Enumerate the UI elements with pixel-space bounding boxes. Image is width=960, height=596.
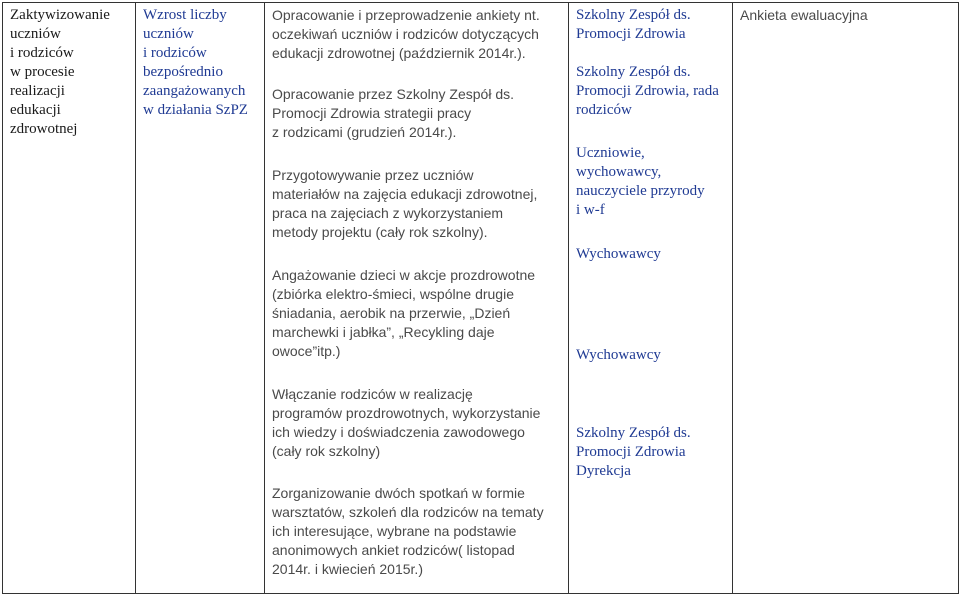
responsible-item-6: Szkolny Zespół ds. Promocji Zdrowia Dyrekcja xyxy=(576,425,691,479)
responsible-item-2: Szkolny Zespół ds. Promocji Zdrowia, rada rodziców xyxy=(576,64,719,118)
responsible-item-4: Wychowawcy xyxy=(576,246,661,262)
responsible-cell xyxy=(569,3,733,594)
activity-item-2: Opracowanie przez Szkolny Zespół ds. Promocji Zdrowia strategii pracy z rodzicami (grudzień 2014r.). xyxy=(272,86,514,140)
plan-table xyxy=(2,2,959,594)
responsible-item-3: Uczniowie, wychowawcy, nauczyciele przyrody i w-f xyxy=(576,145,705,218)
criteria-cell xyxy=(136,3,265,594)
activity-item-4: Angażowanie dzieci w akcje prozdrowotne (zbiórka elektro-śmieci, wspólne drugie śniadania, aerobik na przerwie, „Dzień marchewki i jabłka”, „Recykling daje owoce”itp.) xyxy=(272,267,536,359)
goal-cell xyxy=(3,3,136,594)
table-row xyxy=(3,3,959,594)
evaluation-cell xyxy=(733,3,959,594)
activities-cell xyxy=(265,3,569,594)
activity-item-6: Zorganizowanie dwóch spotkań w formie warsztatów, szkoleń dla rodziców na tematy ich interesujące, wybrane na podstawie anonimowych ankiet rodziców( listopad 2014r. i kwiecień 2015r.) xyxy=(272,485,544,577)
activity-item-5: Włączanie rodziców w realizację programów prozdrowotnych, wykorzystanie ich wiedzy i doświadczenia zawodowego (cały rok szkolny) xyxy=(272,386,541,459)
evaluation-text: Ankieta ewaluacyjna xyxy=(740,7,868,23)
responsible-item-1: Szkolny Zespół ds. Promocji Zdrowia xyxy=(576,7,691,42)
goal-text: Zaktywizowanie uczniów i rodziców w procesie realizacji edukacji zdrowotnej xyxy=(10,7,110,137)
activity-item-1: Opracowanie i przeprowadzenie ankiety nt. oczekiwań uczniów i rodziców dotyczących edukacji zdrowotnej (październik 2014r.). xyxy=(272,7,540,61)
activity-item-3: Przygotowywanie przez uczniów materiałów na zajęcia edukacji zdrowotnej, praca na zajęciach z wykorzystaniem metody projektu (cały rok szkolny). xyxy=(272,167,538,240)
criteria-text: Wzrost liczby uczniów i rodziców bezpośrednio zaangażowanych w działania SzPZ xyxy=(143,7,248,118)
responsible-item-5: Wychowawcy xyxy=(576,347,661,363)
